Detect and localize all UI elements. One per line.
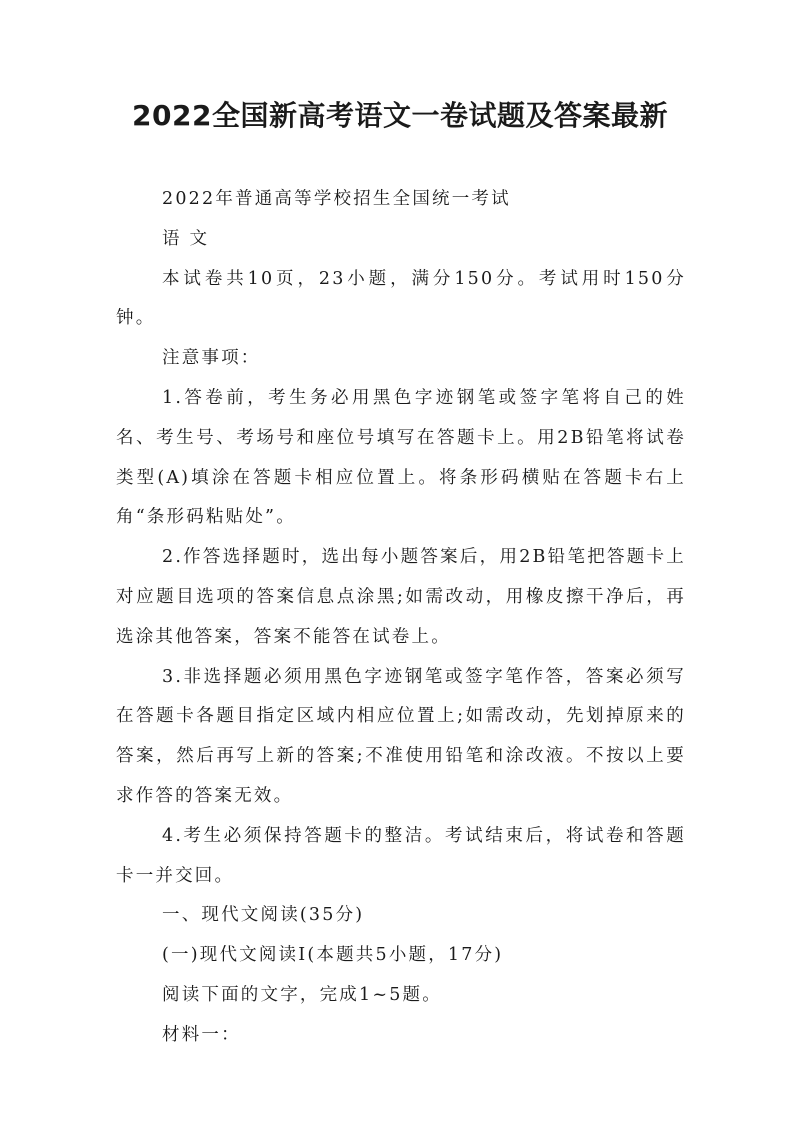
- notes-heading: 注意事项：: [162, 348, 261, 369]
- document-body: [116, 180, 686, 1056]
- note-item-3: 3.非选择题必须用黑色字迹钢笔或签字笔作答，答案必须写在答题卡各题目指定区域内相应位置上;如需改动，先划掉原来的答案，然后再写上新的答案;不准使用铅笔和涂改液。不按以上要求作答的答案无效。: [116, 666, 686, 806]
- material-label: 材料一：: [162, 1024, 241, 1045]
- subject-label: 语 文: [162, 228, 210, 249]
- note-item-4: 4.考生必须保持答题卡的整洁。考试结束后，将试卷和答题卡一并交回。: [116, 825, 686, 886]
- exam-heading: 2022年普通高等学校招生全国统一考试: [162, 189, 511, 209]
- reading-instruction: 阅读下面的文字，完成1~5题。: [162, 984, 442, 1005]
- note-item-1: 1.答卷前，考生务必用黑色字迹钢笔或签字笔将自己的姓名、考生号、考场号和座位号填写在答题卡上。用2B铅笔将试卷类型(A)填涂在答题卡相应位置上。将条形码横贴在答题卡右上角“条形码粘贴处”。: [116, 387, 686, 528]
- exam-info-paragraph: 本试卷共10页，23小题，满分150分。考试用时150分钟。: [116, 268, 686, 329]
- document-title: 2022全国新高考语文一卷试题及答案最新: [132, 99, 668, 132]
- note-item-2: 2.作答选择题时，选出每小题答案后，用2B铅笔把答题卡上对应题目选项的答案信息点涂黑;如需改动，用橡皮擦干净后，再选涂其他答案，答案不能答在试卷上。: [116, 547, 686, 647]
- subsection-heading: (一)现代文阅读Ⅰ(本题共5小题，17分): [162, 945, 504, 966]
- section-heading: 一、现代文阅读(35分): [162, 905, 365, 926]
